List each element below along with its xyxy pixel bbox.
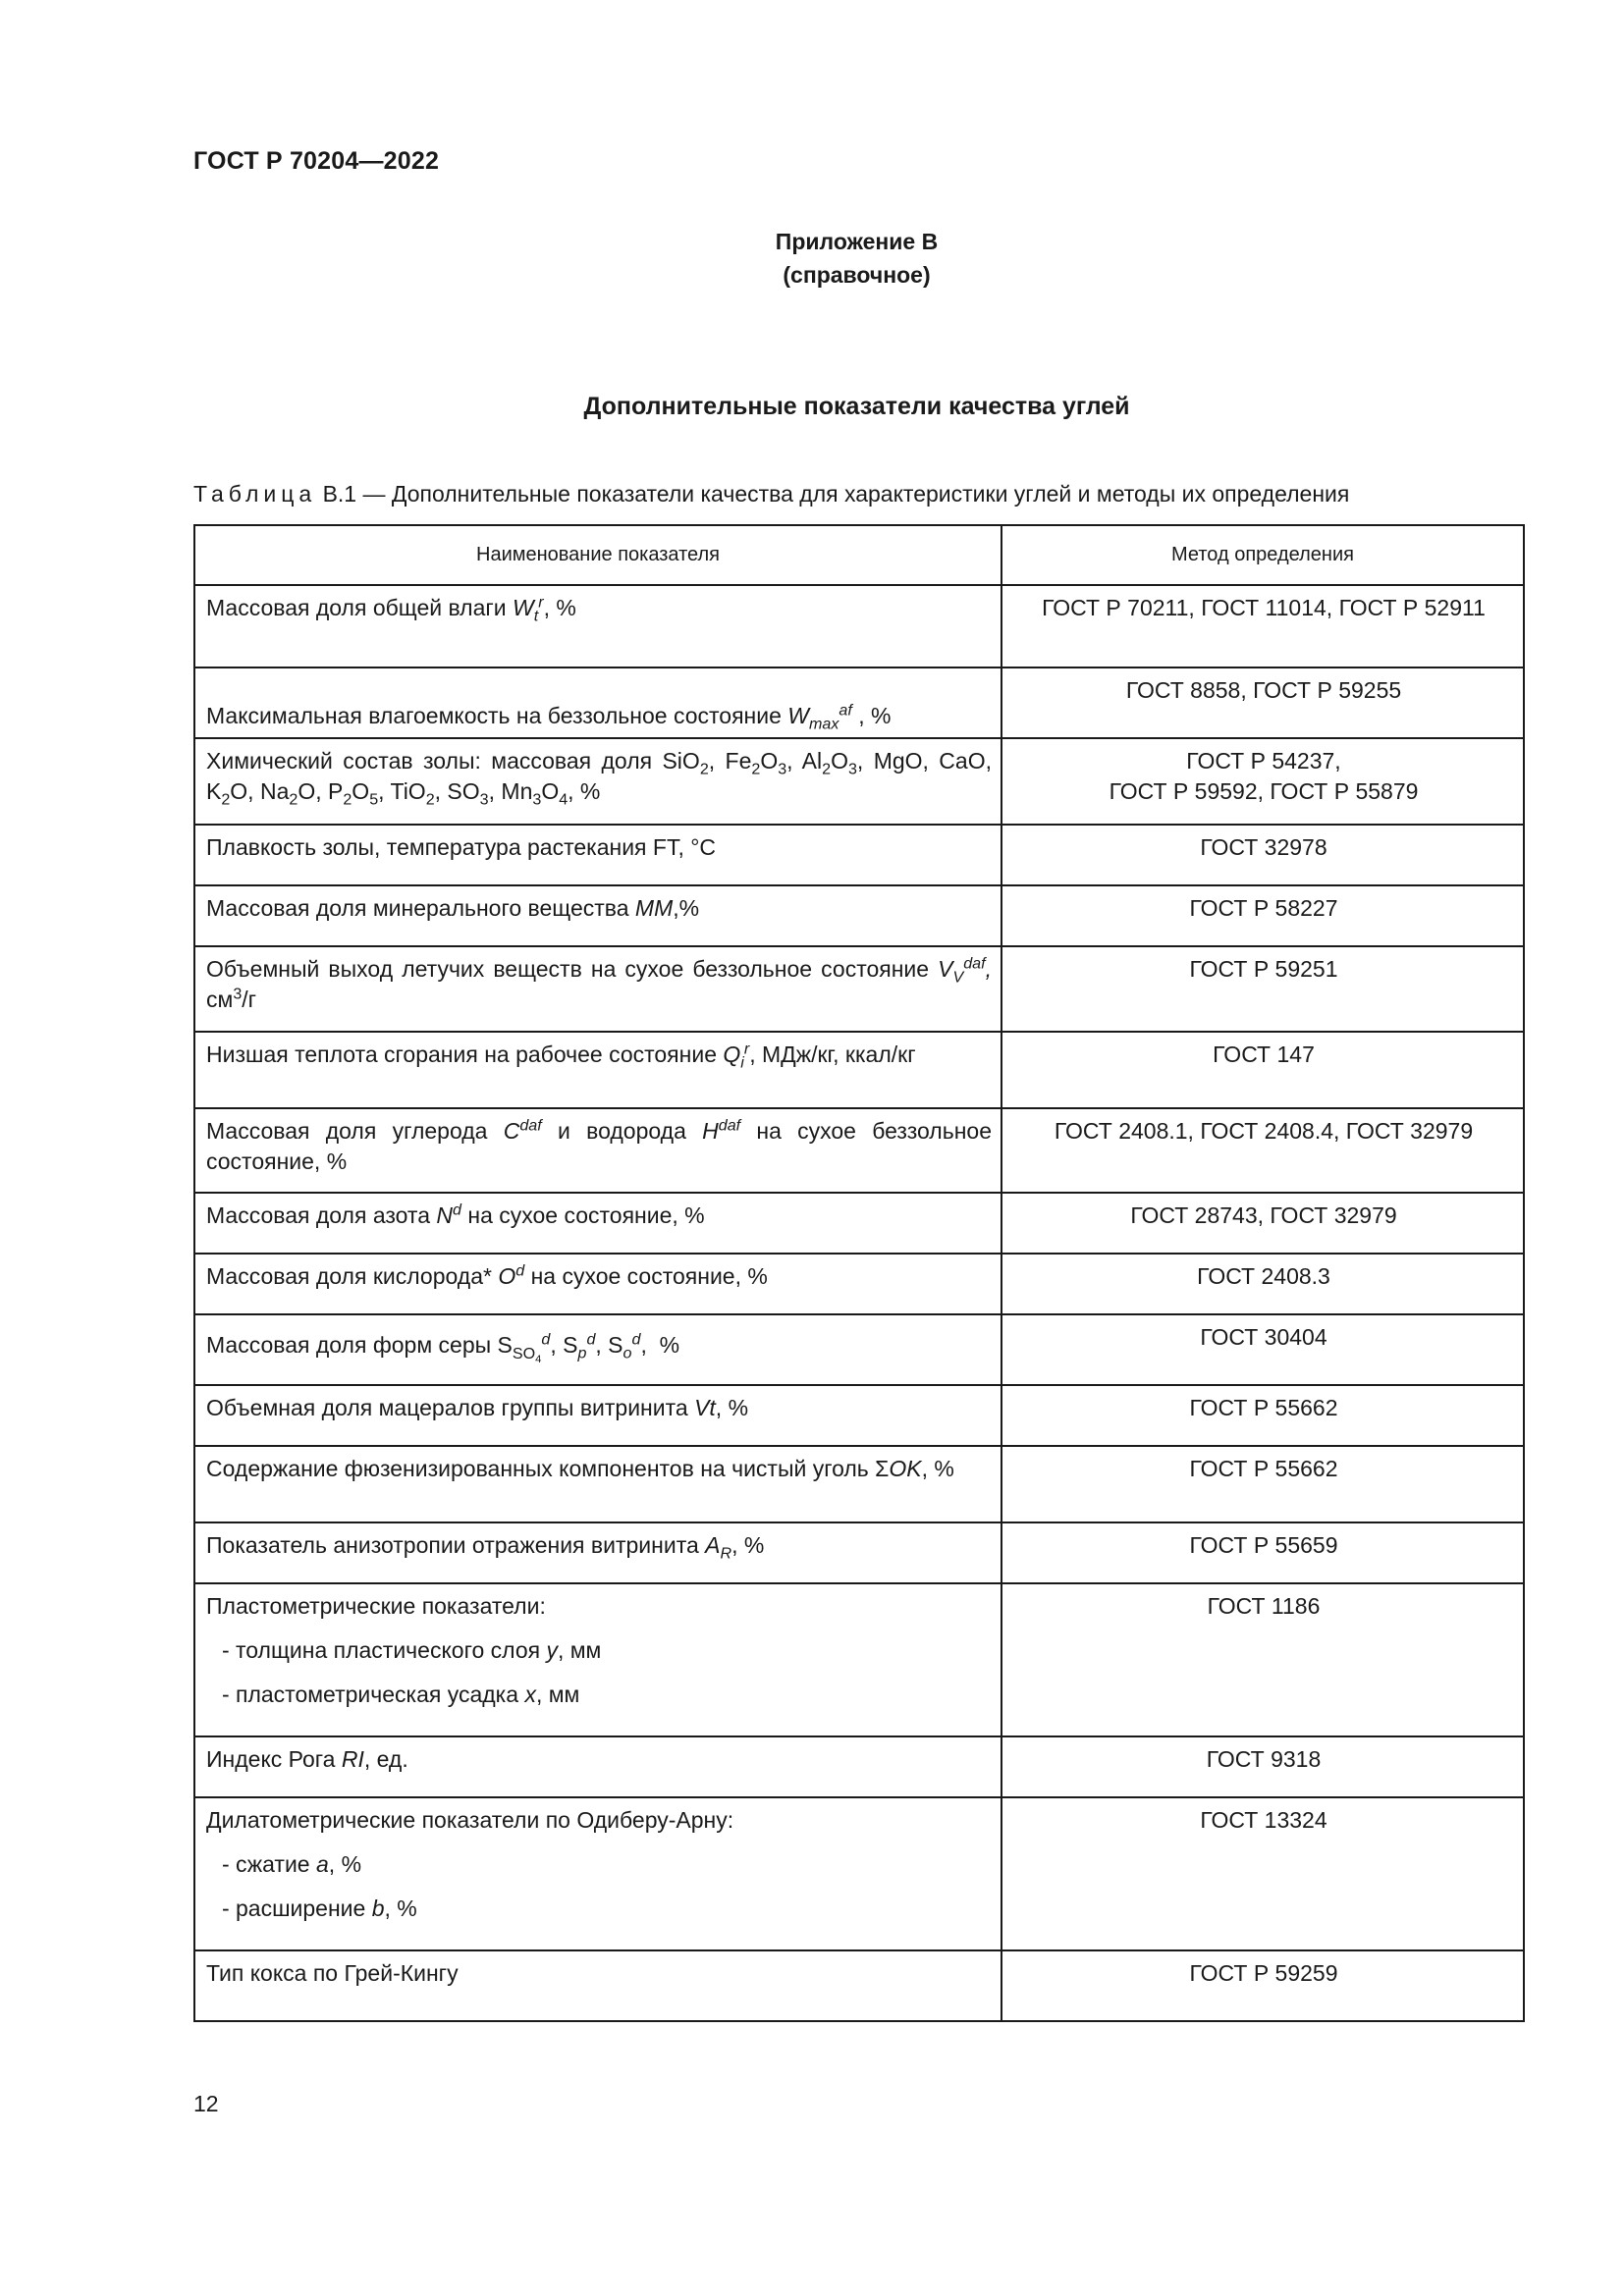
method-cell: ГОСТ 9318 <box>1001 1736 1524 1797</box>
table-caption-number: В.1 <box>316 481 357 507</box>
indicator-name: Объемный выход летучих веществ на сухое беззольное состояние $V_V^{daf}$, $см^3/г$ <box>194 946 1001 1032</box>
method-cell: ГОСТ 28743, ГОСТ 32979 <box>1001 1193 1524 1254</box>
method-line: ГОСТ Р 59592, ГОСТ Р 55879 <box>1109 778 1419 804</box>
method-cell <box>1001 738 1524 825</box>
method-cell: ГОСТ Р 59251 <box>1001 946 1524 1032</box>
method-cell: ГОСТ 1186 <box>1001 1583 1524 1736</box>
table-caption-text: — Дополнительные показатели качества для характеристики углей и методы их определения <box>356 481 1350 507</box>
method-cell: ГОСТ 2408.3 <box>1001 1254 1524 1314</box>
table-row <box>194 946 1524 1032</box>
method-cell: ГОСТ Р 55662 <box>1001 1385 1524 1446</box>
method-cell: ГОСТ 8858, ГОСТ Р 59255 <box>1001 667 1524 738</box>
indicator-name: Плавкость золы, температура растекания FT, °C <box>194 825 1001 885</box>
indicator-name: Тип кокса по Грей-Кингу <box>194 1950 1001 2021</box>
sub-indicator: - пластометрическая усадка x, мм <box>206 1680 992 1710</box>
sub-indicator-list <box>206 1849 992 1924</box>
indicator-name: Массовая доля общей влаги $W_t^r$, % <box>194 585 1001 667</box>
indicator-name <box>194 1797 1001 1950</box>
method-cell: ГОСТ Р 58227 <box>1001 885 1524 946</box>
table-row <box>194 667 1524 738</box>
header-method: Метод определения <box>1001 525 1524 585</box>
page-number: 12 <box>193 2091 219 2116</box>
indicators-table <box>193 524 1525 2022</box>
table-row <box>194 1950 1524 2021</box>
table-row <box>194 885 1524 946</box>
indicator-name: Массовая доля азота $N^d$ на сухое состояние, % <box>194 1193 1001 1254</box>
header-indicator-name: Наименование показателя <box>194 525 1001 585</box>
indicator-name: Низшая теплота сгорания на рабочее состояние $Q_i^r$, МДж/кг, ккал/кг <box>194 1032 1001 1108</box>
method-cell: ГОСТ Р 55662 <box>1001 1446 1524 1522</box>
indicator-group-title: Дилатометрические показатели по Одиберу-Арну: <box>206 1807 734 1833</box>
appendix-title: Приложение В <box>775 229 939 254</box>
appendix-heading <box>0 225 1624 292</box>
table-row <box>194 585 1524 667</box>
table-row <box>194 1446 1524 1522</box>
indicator-name: Массовая доля минерального вещества MM,% <box>194 885 1001 946</box>
table-caption <box>193 481 1349 507</box>
sub-indicator: - сжатие a, % <box>206 1849 992 1880</box>
indicator-name: Максимальная влагоемкость на беззольное состояние $W_{max}^{af}$ , % <box>194 667 1001 738</box>
method-cell: ГОСТ 2408.1, ГОСТ 2408.4, ГОСТ 32979 <box>1001 1108 1524 1193</box>
table-row <box>194 1583 1524 1736</box>
method-line: ГОСТ Р 54237, <box>1186 748 1341 774</box>
table-row <box>194 1522 1524 1583</box>
indicator-name: Химический состав золы: массовая доля SiO$_2$, $Fe_2O_3$, $Al_2O_3$, MgO, CaO, $K_2O$, $Na_2O$, $P_2O_5$, TiO$_2$, $SO_3$, $Mn_3O_4$, % <box>194 738 1001 825</box>
table-row <box>194 1032 1524 1108</box>
table-row <box>194 1314 1524 1385</box>
indicator-name: Массовая доля углерода $C^{daf}$ и водорода $H^{daf}$ на сухое беззольное состояние, % <box>194 1108 1001 1193</box>
method-cell: ГОСТ 13324 <box>1001 1797 1524 1950</box>
method-cell: ГОСТ 32978 <box>1001 825 1524 885</box>
indicator-name: Массовая доля форм серы $S_{SO_4}^d$, $S_p^d$, $S_o^d$, % <box>194 1314 1001 1385</box>
sub-indicator-list <box>206 1635 992 1710</box>
table-row <box>194 738 1524 825</box>
indicator-name: Массовая доля кислорода* $O^d$ на сухое состояние, % <box>194 1254 1001 1314</box>
table-row <box>194 1797 1524 1950</box>
indicator-name: Содержание фюзенизированных компонентов на чистый уголь ΣOK, % <box>194 1446 1001 1522</box>
sub-indicator: - расширение b, % <box>206 1894 992 1924</box>
appendix-subtitle: (справочное) <box>783 262 931 288</box>
indicator-name: Индекс Рога RI, ед. <box>194 1736 1001 1797</box>
table-row <box>194 1736 1524 1797</box>
table-caption-label: Таблица <box>193 481 317 507</box>
method-cell: ГОСТ Р 59259 <box>1001 1950 1524 2021</box>
table-header-row <box>194 525 1524 585</box>
method-cell: ГОСТ 147 <box>1001 1032 1524 1108</box>
table-row <box>194 1193 1524 1254</box>
section-title: Дополнительные показатели качества углей <box>583 393 1130 420</box>
table-row <box>194 1385 1524 1446</box>
indicator-name: Показатель анизотропии отражения витринита $A_R$, % <box>194 1522 1001 1583</box>
table-row <box>194 825 1524 885</box>
table-row <box>194 1254 1524 1314</box>
method-cell: ГОСТ 30404 <box>1001 1314 1524 1385</box>
table-row <box>194 1108 1524 1193</box>
indicator-name: Объемная доля мацералов группы витринита Vt, % <box>194 1385 1001 1446</box>
sub-indicator: - толщина пластического слоя y, мм <box>206 1635 992 1666</box>
method-cell: ГОСТ Р 70211, ГОСТ 11014, ГОСТ Р 52911 <box>1001 585 1524 667</box>
document-code: ГОСТ Р 70204—2022 <box>193 147 440 175</box>
method-cell: ГОСТ Р 55659 <box>1001 1522 1524 1583</box>
indicator-name: Пластометрические показатели: - толщина пластического слоя y, мм - пластометрическая усадка x, мм <box>194 1583 1001 1736</box>
